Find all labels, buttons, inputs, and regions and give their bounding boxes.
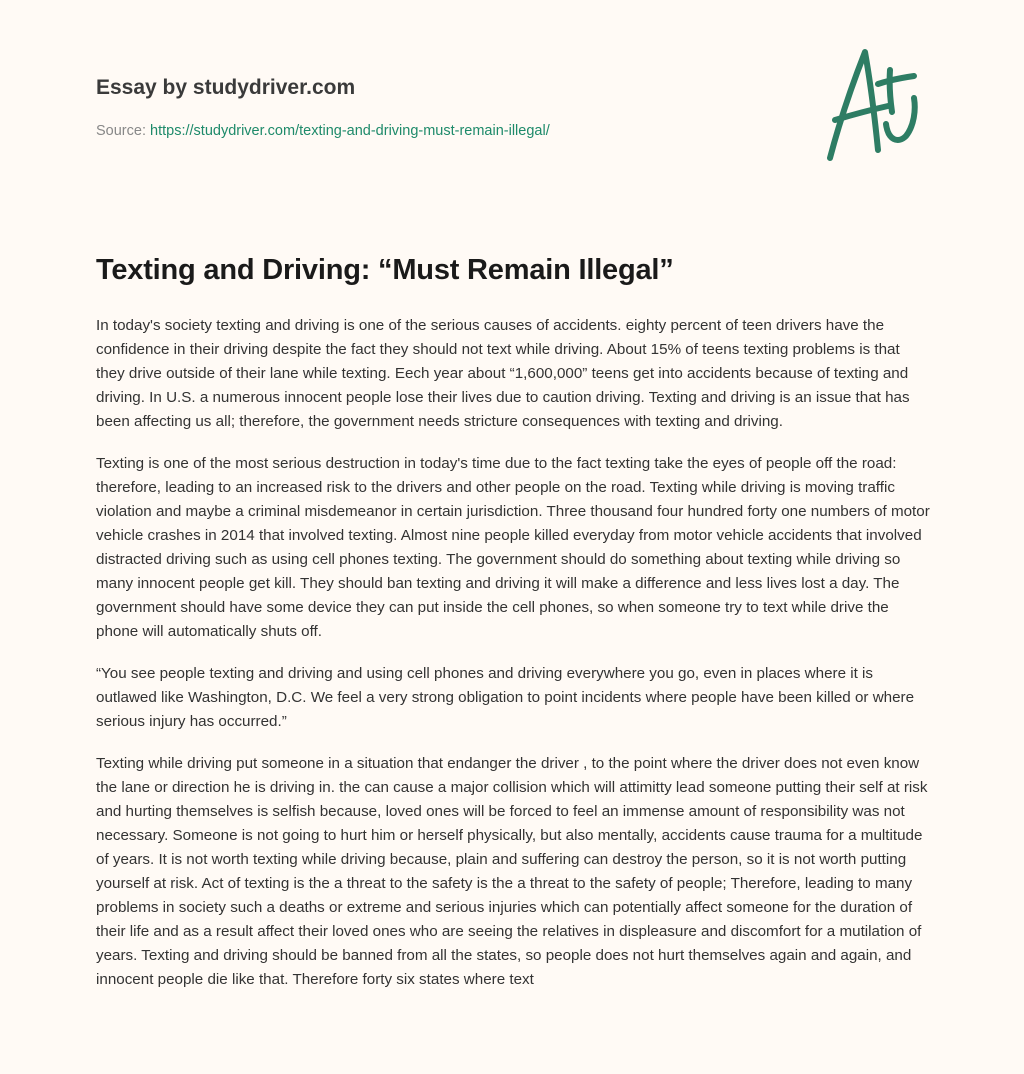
essay-paragraph: In today's society texting and driving is one of the serious causes of accidents. eighty percent of teen drivers have the confidence in their driving despite the fact they should not text while driving. About 15% of teens texting problems is that they drive outside of their lane while texting. Eech year about “1,600,000” teens get into accidents because of texting and driving. In U.S. a numerous innocent people lose their lives due to caution driving. Texting and driving is an issue that has been affecting us all; therefore, the government needs stricture consequences with texting and driving. (96, 317, 910, 430)
essay-title: Texting and Driving: “Must Remain Illegal” (96, 254, 674, 286)
essay-paragraph: Texting is one of the most serious destruction in today's time due to the fact texting take the eyes of people off the road: therefore, leading to an increased risk to the drivers and other people on the road. Texting while driving is moving traffic violation and maybe a criminal misdemeanor in certain jurisdiction. Three thousand four hundred forty one numbers of motor vehicle crashes in 2014 that involved texting. Almost nine people killed everyday from motor vehicle accidents that involved distracted driving such as using cell phones texting. The government should do something about texting while driving so many innocent people get kill. They should ban texting and driving it will make a difference and less lives lost a day. The government should have some device they can put inside the cell phones, so when someone try to text while drive the phone will automatically shuts off. (96, 455, 930, 640)
source-link[interactable]: https://studydriver.com/texting-and-driving-must-remain-illegal/ (150, 123, 550, 139)
a-plus-logo-icon (820, 40, 930, 165)
essay-quote-paragraph: “You see people texting and driving and using cell phones and driving everywhere you go, even in places where it is outlawed like Washington, D.C. We feel a very strong obligation to point incidents where people have been killed or where serious injury has occurred.” (96, 665, 915, 730)
essay-paragraph: Texting while driving put someone in a situation that endanger the driver , to the point where the driver does not even know the lane or direction he is driving in. the can cause a major collision which will attimitty lead someone putting their self at risk and hurting themselves is selfish because, loved ones will be forced to feel an immense amount of responsibility was not necessary. Someone is not going to hurt him or herself physically, but also mentally, accidents cause trauma for a multitude of years. It is not worth texting while driving because, plain and suffering can destroy the person, so it is not worth putting yourself at risk. Act of texting is the a threat to the safety is the a threat to the safety of people; Therefore, leading to many problems in society such a deaths or extreme and serious injuries which can potentially affect someone for the duration of their life and as a result affect their loved ones who are seeing the relatives in displeasure and discomfort for a mutilation of years. Texting and driving should be banned from all the states, so people does not hurt themselves again and again, and innocent people die like that. Therefore forty six states where text (96, 755, 928, 988)
essay-body (96, 314, 932, 1010)
site-title: Essay by studydriver.com (96, 76, 356, 99)
source-label: Source: (96, 123, 146, 139)
source-line (96, 123, 550, 139)
